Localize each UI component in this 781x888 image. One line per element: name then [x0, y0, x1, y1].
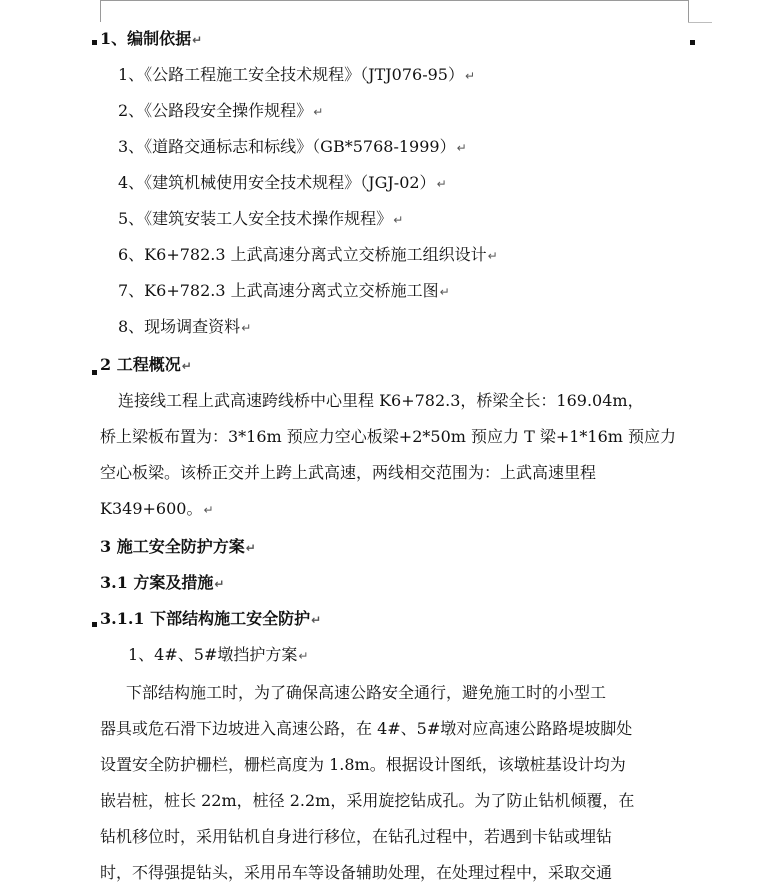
- heading-right-mark: [690, 40, 695, 45]
- list-item: 1、《公路工程施工安全技术规程》（JTJ076-95）↵: [118, 65, 476, 84]
- list-item: 2、《公路段安全操作规程》↵: [118, 101, 324, 120]
- crop-mark-right: [688, 0, 689, 22]
- crop-mark-tick: [688, 22, 712, 23]
- paragraph-line: 器具或危石滑下边坡进入高速公路，在 4#、5#墩对应高速公路路堤坡脚处: [100, 719, 633, 738]
- heading-bullet-mark: [92, 40, 97, 45]
- list-item: 3、《道路交通标志和标线》（GB*5768-1999）↵: [118, 137, 467, 156]
- heading-substructure-safety: 3.1.1 下部结构施工安全防护↵: [100, 609, 322, 628]
- heading-safety-plan: 3 施工安全防护方案↵: [100, 537, 256, 556]
- list-item: 5、《建筑安装工人安全技术操作规程》↵: [118, 209, 404, 228]
- list-item: 7、K6+782.3 上武高速分离式立交桥施工图↵: [118, 281, 450, 300]
- paragraph-line: 嵌岩桩，桩长 22m，桩径 2.2m，采用旋挖钻成孔。为了防止钻机倾覆，在: [100, 791, 635, 810]
- paragraph-line: 设置安全防护栅栏，栅栏高度为 1.8m。根据设计图纸，该墩桩基设计均为: [100, 755, 626, 774]
- heading-project-overview: 2 工程概况↵: [100, 355, 192, 374]
- heading-bullet-mark: [92, 370, 97, 375]
- paragraph-line: 时，不得强提钻头，采用吊车等设备辅助处理，在处理过程中，采取交通: [100, 863, 613, 882]
- paragraph-line: K349+600。↵: [100, 499, 214, 518]
- paragraph-line: 空心板梁。该桥正交并上跨上武高速，两线相交范围为：上武高速里程: [100, 463, 597, 482]
- list-item: 8、现场调查资料↵: [118, 317, 252, 336]
- paragraph-line: 钻机移位时，采用钻机自身进行移位，在钻孔过程中，若遇到卡钻或埋钻: [100, 827, 613, 846]
- crop-mark-left: [100, 0, 101, 22]
- list-item: 6、K6+782.3 上武高速分离式立交桥施工组织设计↵: [118, 245, 498, 264]
- paragraph-line: 桥上梁板布置为：3*16m 预应力空心板梁+2*50m 预应力 T 梁+1*16m 预应力: [100, 427, 677, 446]
- paragraph-line: 下部结构施工时，为了确保高速公路安全通行，避免施工时的小型工: [126, 683, 607, 702]
- heading-compile-basis: 1、编制依据↵: [100, 29, 203, 48]
- crop-mark-top: [100, 0, 688, 1]
- paragraph-line: 连接线工程上武高速跨线桥中心里程 K6+782.3，桥梁全长：169.04m，: [118, 391, 644, 410]
- list-item-pier-protection: 1、4#、5#墩挡护方案↵: [128, 645, 309, 664]
- list-item: 4、《建筑机械使用安全技术规程》（JGJ-02）↵: [118, 173, 447, 192]
- heading-bullet-mark: [92, 622, 97, 627]
- heading-plan-measures: 3.1 方案及措施↵: [100, 573, 225, 592]
